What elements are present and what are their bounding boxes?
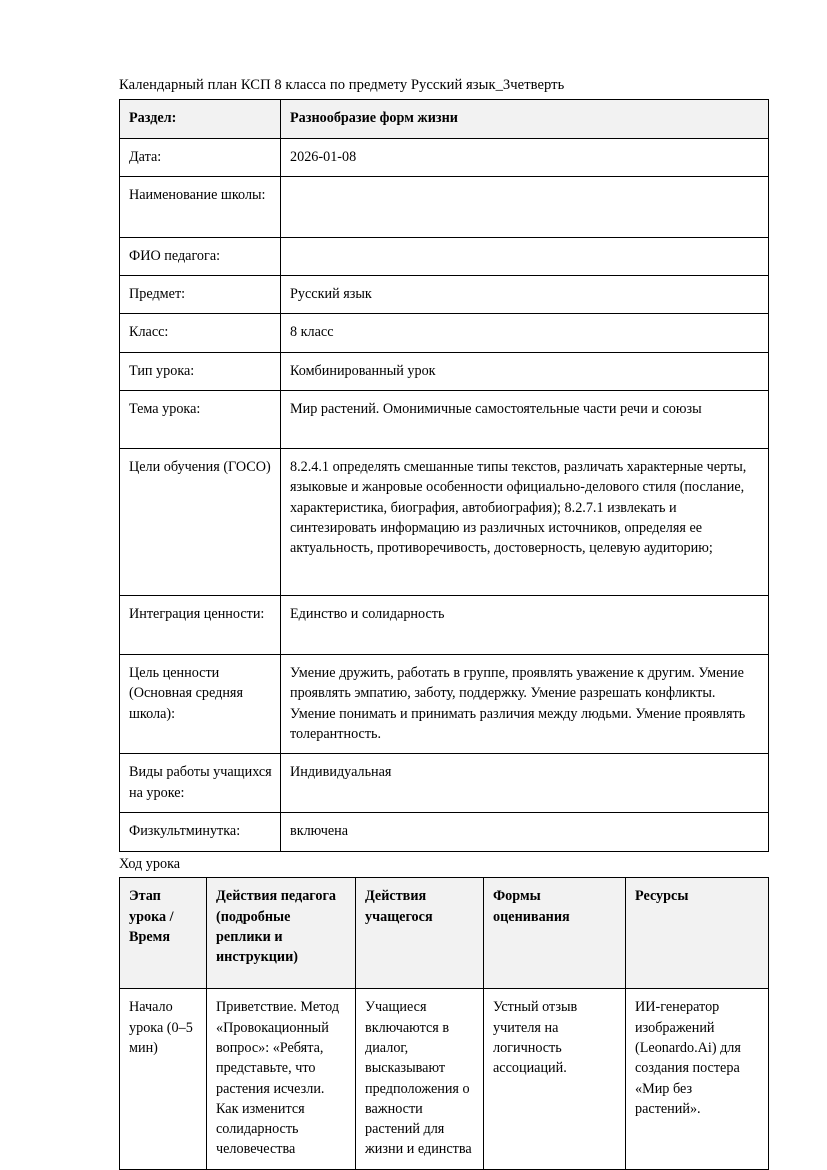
info-value-date: 2026-01-08 (281, 138, 769, 176)
info-label-value-goal: Цель ценности (Основная средняя школа): (120, 655, 281, 754)
lesson-info-body (120, 100, 769, 851)
info-label-physical-break: Физкультминутка: (120, 813, 281, 851)
table-row-teacher-name (120, 237, 769, 275)
info-value-subject: Русский язык (281, 276, 769, 314)
table-header-row (120, 878, 769, 989)
lesson-info-table (119, 99, 769, 851)
info-label-lesson-type: Тип урока: (120, 352, 281, 390)
table-row-work-types (120, 754, 769, 813)
info-value-physical-break: включена (281, 813, 769, 851)
info-value-value-integration: Единство и солидарность (281, 596, 769, 655)
cell-resources: ИИ-генератор изображений (Leonardo.Ai) для создания постера «Мир без растений». (626, 989, 769, 1169)
cell-student-actions: Учащиеся включаются в диалог, высказывают предположения о важности растений для жизни и единства (356, 989, 484, 1169)
info-value-section: Разнообразие форм жизни (281, 100, 769, 138)
table-row-lesson-theme (120, 391, 769, 449)
info-value-learning-goals: 8.2.4.1 определять смешанные типы текстов, различать характерные черты, языковые и жанровые особенности официально-делового стиля (послание, характеристика, биография, автобиография); 8.2.7.1 извлекать и синтезировать информацию из различных источников, определяя ее актуальность, противоречивость, достоверность, целевую аудиторию; (281, 449, 769, 596)
info-label-teacher-name: ФИО педагога: (120, 237, 281, 275)
lesson-flow-body (120, 989, 769, 1169)
info-label-section: Раздел: (120, 100, 281, 138)
info-label-learning-goals: Цели обучения (ГОСО) (120, 449, 281, 596)
info-value-lesson-type: Комбинированный урок (281, 352, 769, 390)
table-row-learning-goals (120, 449, 769, 596)
table-row-date (120, 138, 769, 176)
info-label-date: Дата: (120, 138, 281, 176)
lesson-flow-header (120, 878, 769, 989)
info-label-lesson-theme: Тема урока: (120, 391, 281, 449)
info-label-subject: Предмет: (120, 276, 281, 314)
table-row (120, 989, 769, 1169)
info-label-work-types: Виды работы учащихся на уроке: (120, 754, 281, 813)
cell-teacher-actions: Приветствие. Метод «Провокационный вопрос»: «Ребята, представьте, что растения исчезли. Как изменится солидарность человечества (207, 989, 356, 1169)
lesson-flow-caption: Ход урока (119, 855, 181, 872)
table-row-lesson-type (120, 352, 769, 390)
column-header-teacher-actions: Действия педагога (подробные реплики и инструкции) (207, 878, 356, 989)
info-value-class: 8 класс (281, 314, 769, 352)
info-label-value-integration: Интеграция ценности: (120, 596, 281, 655)
table-row-section (120, 100, 769, 138)
table-row-class (120, 314, 769, 352)
column-header-stage: Этап урока / Время (120, 878, 207, 989)
page-title: Календарный план КСП 8 класса по предмету Русский язык_3четверть (119, 77, 565, 93)
column-header-assessment-forms: Формы оценивания (484, 878, 626, 989)
info-value-work-types: Индивидуальная (281, 754, 769, 813)
info-value-school (281, 176, 769, 237)
table-row-value-integration (120, 596, 769, 655)
info-label-class: Класс: (120, 314, 281, 352)
table-row-school (120, 176, 769, 237)
info-value-value-goal: Умение дружить, работать в группе, проявлять уважение к другим. Умение проявлять эмпатию, заботу, поддержку. Умение разрешать конфликты. Умение понимать и принимать различия между людьми. Умение проявлять толерантность. (281, 655, 769, 754)
table-row-value-goal (120, 655, 769, 754)
column-header-student-actions: Действия учащегося (356, 878, 484, 989)
column-header-resources: Ресурсы (626, 878, 769, 989)
lesson-flow-table (119, 877, 769, 1169)
cell-stage: Начало урока (0–5 мин) (120, 989, 207, 1169)
table-row-physical-break (120, 813, 769, 851)
info-value-lesson-theme: Мир растений. Омонимичные самостоятельные части речи и союзы (281, 391, 769, 449)
cell-assessment-forms: Устный отзыв учителя на логичность ассоциаций. (484, 989, 626, 1169)
table-row-subject (120, 276, 769, 314)
info-label-school: Наименование школы: (120, 176, 281, 237)
info-value-teacher-name (281, 237, 769, 275)
